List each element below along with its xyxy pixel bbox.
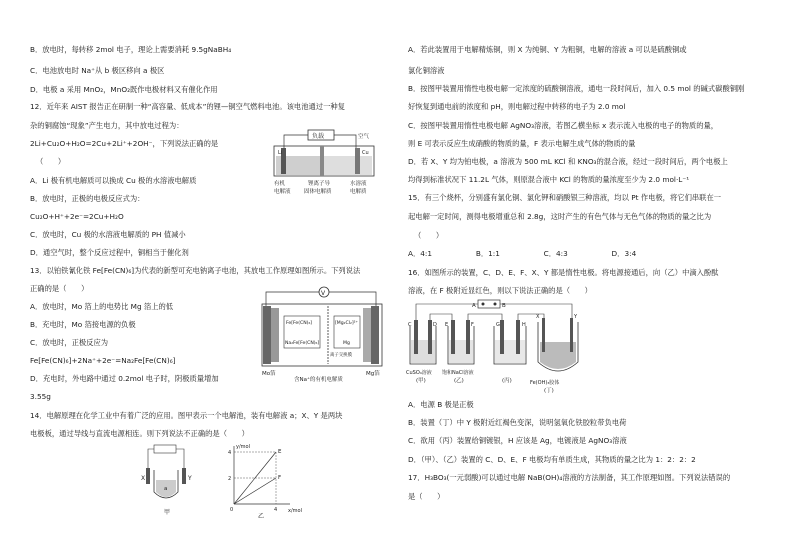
svg-text:CuSO₄溶液: CuSO₄溶液 xyxy=(406,370,432,376)
text-line: A．电源 B 极是正极 xyxy=(408,400,474,409)
svg-text:负载: 负载 xyxy=(312,133,325,140)
svg-text:C: C xyxy=(408,322,412,328)
text-line: A．Li 极有机电解质可以换成 Cu 极的水溶液电解质 xyxy=(30,176,197,185)
svg-text:0: 0 xyxy=(230,507,234,513)
svg-text:G: G xyxy=(496,322,500,328)
svg-text:锂离子导: 锂离子导 xyxy=(308,181,331,187)
svg-text:Mg: Mg xyxy=(343,341,350,346)
text-line: 好恢复到通电前的浓度和 pH，则电解过程中转移的电子为 2.0 mol xyxy=(408,102,626,111)
electrolysis-figure-q16 xyxy=(404,298,584,398)
text-line: 3.55g xyxy=(30,392,51,401)
text-line: 正确的是（ ） xyxy=(30,284,89,293)
battery-figure-q13 xyxy=(258,282,388,382)
text-line: 17．H₃BO₃(一元弱酸)可以通过电解 NaB(OH)₄溶液的方法制备，其工作原理如图。下列说法错误的 xyxy=(408,473,731,482)
svg-text:电解液: 电解液 xyxy=(274,189,291,195)
text-line: 电极板，通过导线与直流电源相连。则下列说法不正确的是（ ） xyxy=(30,429,249,438)
text-line: （ ） xyxy=(414,231,444,240)
svg-text:E: E xyxy=(445,322,449,328)
text-line: D．充电时，外电路中通过 0.2mol 电子时，阴极质量增加 xyxy=(30,374,219,383)
text-line: 均得到标准状况下 11.2L 气体，则原混合液中 KCl 的物质的量浓度至少为 2.0 mol·L⁻¹ xyxy=(408,175,690,184)
text-line: C．放电时，Cu 极的水溶液电解质的 PH 值减小 xyxy=(30,230,186,239)
svg-text:[Mg₂Cl₂]²⁺: [Mg₂Cl₂]²⁺ xyxy=(335,321,358,326)
svg-text:2: 2 xyxy=(228,476,232,482)
text-line: C．放电时，正极反应为 xyxy=(30,338,109,347)
svg-text:离子交换膜: 离子交换膜 xyxy=(330,353,352,358)
svg-text:Fe[Fe(CN)₆]: Fe[Fe(CN)₆] xyxy=(286,321,313,326)
svg-text:电解质: 电解质 xyxy=(350,189,367,195)
text-line: A．若此装置用于电解精炼铜，则 X 为纯铜、Y 为粗铜，电解的溶液 a 可以是硫酸铜或 xyxy=(408,45,687,54)
svg-text:H: H xyxy=(522,322,526,328)
text-line: B．充电时，Mo 箔接电源的负极 xyxy=(30,320,136,329)
svg-text:(甲): (甲) xyxy=(416,378,426,384)
svg-text:V: V xyxy=(321,290,326,297)
svg-text:(乙): (乙) xyxy=(454,378,464,384)
text-line: 16．如图所示的装置，C、D、E、F、X、Y 都是惰性电极。将电源接通后，向（乙）中滴入酚酞 xyxy=(408,268,719,277)
text-line: A．4:1 B．1:1 C．4:3 D．3:4 xyxy=(408,249,637,258)
svg-text:Cu: Cu xyxy=(362,150,369,156)
svg-text:a: a xyxy=(164,486,168,492)
svg-text:Y: Y xyxy=(188,475,192,482)
svg-text:Mg箔: Mg箔 xyxy=(366,371,380,377)
svg-text:Mo箔: Mo箔 xyxy=(262,371,276,377)
text-line: A．放电时，Mo 箔上的电势比 Mg 箔上的低 xyxy=(30,302,174,311)
text-line: Fe[Fe(CN)₆]+2Na⁺+2e⁻=Na₂Fe[Fe(CN)₆] xyxy=(30,356,176,365)
svg-text:4: 4 xyxy=(274,507,278,513)
text-line: 2Li+Cu₂O+H₂O=2Cu+2Li⁺+2OH⁻，下列说法正确的是 xyxy=(30,139,219,148)
svg-text:(丙): (丙) xyxy=(502,378,512,384)
text-line: D．（甲）、（乙）装置的 C、D、E、F 电极均有单质生成，其物质的量之比为 1：2：2：2 xyxy=(408,455,696,464)
svg-text:Fe(OH)₃胶体: Fe(OH)₃胶体 xyxy=(530,380,560,386)
battery-figure-q12 xyxy=(270,128,385,198)
electrolysis-figure-q14 xyxy=(140,440,310,520)
text-line: C．欲用（丙）装置给铜镀银，H 应该是 Ag，电镀液是 AgNO₃溶液 xyxy=(408,436,627,445)
svg-text:有机: 有机 xyxy=(274,181,286,187)
text-line: 14．电解原理在化学工业中有着广泛的应用。图甲表示一个电解池，装有电解液 a；X、Y 是两块 xyxy=(30,411,343,420)
svg-text:y/mol: y/mol xyxy=(236,444,250,450)
svg-text:固体电解质: 固体电解质 xyxy=(304,189,332,195)
text-line: B．放电时，每转移 2mol 电子，理论上需要消耗 9.5gNaBH₄ xyxy=(30,45,232,54)
text-line: D．电极 a 采用 MnO₂，MnO₂既作电极材料又有催化作用 xyxy=(30,85,218,94)
svg-text:Na₂Fe[Fe(CN)₆]: Na₂Fe[Fe(CN)₆] xyxy=(285,341,320,346)
text-line: （ ） xyxy=(36,157,66,166)
svg-text:(丁): (丁) xyxy=(544,388,554,394)
text-line: 15．有三个烧杯，分别盛有氯化铜、氯化钾和硝酸银三种溶液，均以 Pt 作电极，将它们串联在一 xyxy=(408,193,722,202)
svg-text:含Na⁺的有机电解质: 含Na⁺的有机电解质 xyxy=(294,377,343,382)
text-line: 起电解一定时间，测得电极增重总和 2.8g，这时产生的有色气体与无色气体的物质的量之比为 xyxy=(408,212,712,221)
text-line: Cu₂O+H⁺+2e⁻=2Cu+H₂O xyxy=(30,212,124,221)
text-line: 杂的铜腐蚀“现象”产生电力，其中放电过程为： xyxy=(30,121,184,130)
text-line: 13．以铂铁氰化铁 Fe[Fe(CN)₆]为代表的新型可充电钠离子电池，其放电工作原理如图所示。下列说法 xyxy=(30,266,361,275)
text-line: 12．近年来 AIST 报告正在研制一种“高容量、低成本”的锂—铜空气燃料电池。该电池通过一种复 xyxy=(30,102,345,111)
text-line: B．放电时，正极的电极反应式为： xyxy=(30,194,145,203)
svg-text:E: E xyxy=(278,449,282,455)
text-line: B．装置（丁）中 Y 极附近红褐色变深，说明氢氧化铁胶粒带负电荷 xyxy=(408,418,627,427)
text-line: 氯化铜溶液 xyxy=(408,66,445,75)
text-line: C．按图甲装置用惰性电极电解 AgNO₃溶液，若图乙横坐标 x 表示流入电极的电子的物质的量， xyxy=(408,121,719,130)
svg-text:4: 4 xyxy=(228,450,232,456)
svg-text:乙: 乙 xyxy=(258,513,265,520)
svg-text:饱和NaCl溶液: 饱和NaCl溶液 xyxy=(442,370,474,376)
text-line: B．按图甲装置用惰性电极电解一定浓度的硫酸铜溶液，通电一段时间后，加入 0.5 mol 的碱式碳酸铜刚 xyxy=(408,84,745,93)
text-line: 溶液，在 F 极附近显红色，则以下说法正确的是（ ） xyxy=(408,286,592,295)
text-line: 是（ ） xyxy=(408,492,445,501)
svg-text:A: A xyxy=(472,303,476,309)
text-line: D．通空气时，整个反应过程中，铜相当于催化剂 xyxy=(30,248,189,257)
svg-text:甲: 甲 xyxy=(164,509,171,516)
svg-text:F: F xyxy=(471,322,474,328)
svg-text:x/mol: x/mol xyxy=(288,508,302,514)
svg-text:D: D xyxy=(433,322,437,328)
text-line: D．若 X、Y 均为铂电极，a 溶液为 500 mL KCl 和 KNO₃的混合液，经过一段时间后，两个电极上 xyxy=(408,157,728,166)
text-line: C．电池放电时 Na⁺从 b 极区移向 a 极区 xyxy=(30,66,165,75)
svg-text:F: F xyxy=(278,475,282,481)
svg-text:X: X xyxy=(536,314,540,320)
svg-text:X: X xyxy=(141,475,146,482)
svg-text:空气: 空气 xyxy=(358,134,370,140)
text-line: 则 E 可表示反应生成硝酸的物质的量，F 表示电解生成气体的物质的量 xyxy=(408,139,636,148)
svg-text:Li: Li xyxy=(278,150,283,156)
svg-text:Y: Y xyxy=(574,314,578,320)
svg-text:B: B xyxy=(502,303,506,309)
svg-text:水溶液: 水溶液 xyxy=(350,181,367,187)
